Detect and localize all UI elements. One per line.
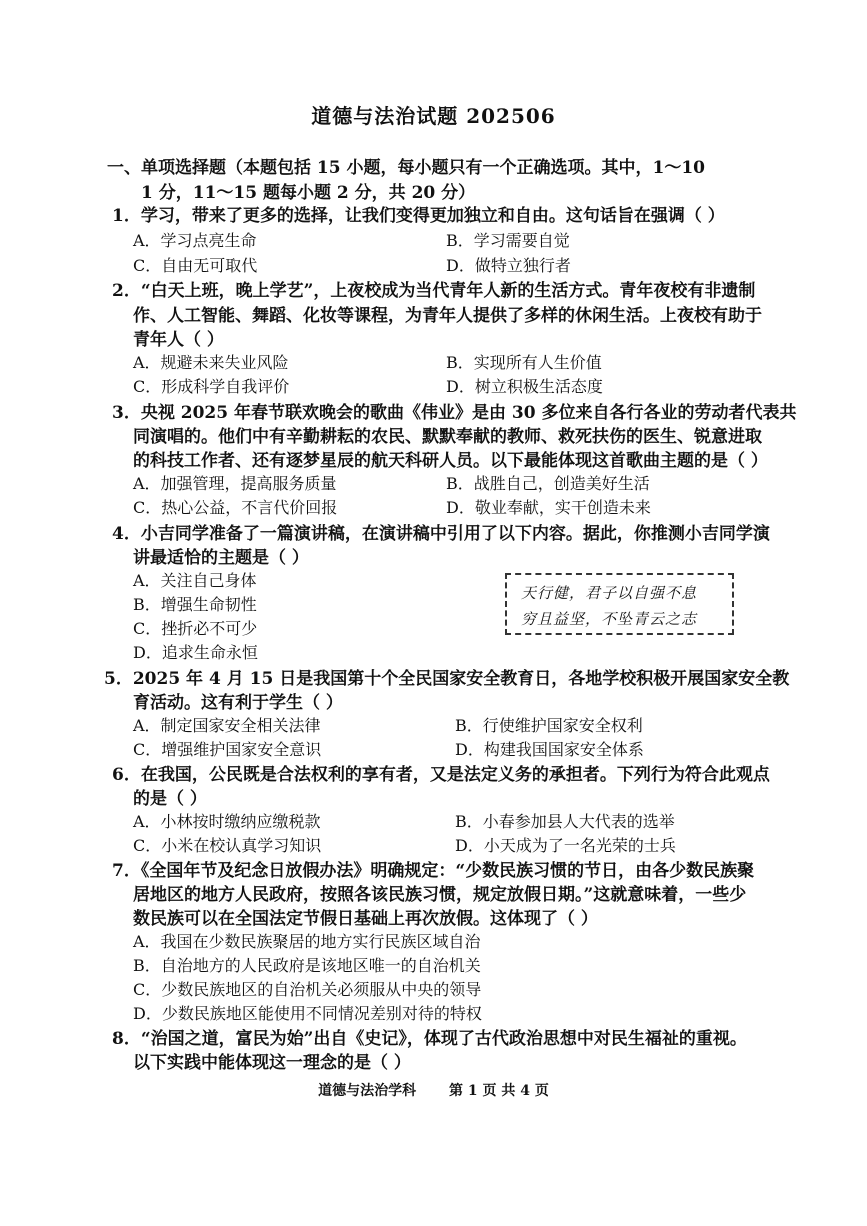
question-5-option-b: B．行使维护国家安全权利 <box>455 716 643 735</box>
question-5-option-a: A．制定国家安全相关法律 <box>133 716 321 735</box>
page-title: 道德与法治试题 202506 <box>311 104 556 128</box>
question-8-text-line1: 8．“治国之道，富民为始”出自《史记》，体现了古代政治思想中对民生福祉的重视。 <box>112 1029 747 1049</box>
question-6-option-a: A．小林按时缴纳应缴税款 <box>133 812 321 831</box>
quote-line-2: 穷且益坚，不坠青云之志 <box>521 610 698 628</box>
page-footer <box>0 1080 867 1100</box>
quote-line-1: 天行健，君子以自强不息 <box>521 584 698 602</box>
question-3-text-line2: 同演唱的。他们中有辛勤耕耘的农民、默默奉献的教师、救死扶伤的医生、锐意进取 <box>133 427 762 447</box>
question-3-option-b: B．战胜自己，创造美好生活 <box>446 474 650 493</box>
question-7-text-line1: 7．《全国年节及纪念日放假办法》明确规定：“少数民族习惯的节日，由各少数民族聚 <box>112 861 755 881</box>
question-5-option-d: D．构建我国国家安全体系 <box>455 740 644 759</box>
question-4-option-d: D．追求生命永恒 <box>133 643 258 662</box>
quote-box <box>505 573 734 635</box>
question-5-option-c: C．增强维护国家安全意识 <box>133 740 322 759</box>
question-2-option-c: C．形成科学自我评价 <box>133 377 290 396</box>
question-8-text-line2: 以下实践中能体现这一理念的是（ ） <box>133 1053 411 1073</box>
question-3-option-a: A．加强管理，提高服务质量 <box>133 474 337 493</box>
question-4-option-a: A．关注自己身体 <box>133 571 257 590</box>
question-1-option-d: D．做特立独行者 <box>446 256 571 275</box>
question-2-option-d: D．树立积极生活态度 <box>446 377 603 396</box>
question-7-option-b: B．自治地方的人民政府是该地区唯一的自治机关 <box>133 956 481 975</box>
question-2-option-b: B．实现所有人生价值 <box>446 353 602 372</box>
question-6-option-c: C．小米在校认真学习知识 <box>133 836 322 855</box>
question-5-text-line2: 育活动。这有利于学生（ ） <box>133 693 343 713</box>
footer-page-number: 第 1 页 共 4 页 <box>449 1083 549 1099</box>
question-2-text-line3: 青年人（ ） <box>133 330 224 350</box>
question-6-option-d: D．小天成为了一名光荣的士兵 <box>455 836 676 855</box>
question-6-text-line2: 的是（ ） <box>133 789 207 809</box>
question-4-text-line2: 讲最适恰的主题是（ ） <box>133 548 309 568</box>
footer-subject: 道德与法治学科 <box>318 1083 417 1099</box>
question-1-text: 1．学习，带来了更多的选择，让我们变得更加独立和自由。这句话旨在强调（ ） <box>112 206 725 226</box>
question-3-option-c: C．热心公益，不言代价回报 <box>133 498 338 517</box>
question-6-option-b: B．小春参加县人大代表的选举 <box>455 812 675 831</box>
question-7-option-d: D．少数民族地区能使用不同情况差别对待的特权 <box>133 1004 482 1023</box>
question-4-text-line1: 4．小吉同学准备了一篇演讲稿，在演讲稿中引用了以下内容。据此，你推测小吉同学演 <box>112 524 770 544</box>
question-7-text-line3: 数民族可以在全国法定节假日基础上再次放假。这体现了（ ） <box>133 909 598 929</box>
question-3-option-d: D．敬业奉献，实干创造未来 <box>446 498 651 517</box>
question-7-option-a: A．我国在少数民族聚居的地方实行民族区域自治 <box>133 932 481 951</box>
question-4-option-b: B．增强生命韧性 <box>133 595 257 614</box>
question-2-text-line2: 作、人工智能、舞蹈、化妆等课程，为青年人提供了多样的休闲生活。上夜校有助于 <box>133 306 762 326</box>
question-1-option-b: B．学习需要自觉 <box>446 231 570 250</box>
question-7-text-line2: 居地区的地方人民政府，按照各该民族习惯，规定放假日期。”这就意味着，一些少 <box>133 885 747 905</box>
question-3-text-line1: 3．央视 2025 年春节联欢晚会的歌曲《伟业》是由 30 多位来自各行各业的劳动者代表共 <box>112 403 797 423</box>
question-4-option-c: C．挫折必不可少 <box>133 619 258 638</box>
question-5-text-line1: 5．2025 年 4 月 15 日是我国第十个全民国家安全教育日，各地学校积极开展国家安全教 <box>104 669 790 689</box>
question-7-option-c: C．少数民族地区的自治机关必须服从中央的领导 <box>133 980 482 999</box>
section-heading-line2: 1 分，11～15 题每小题 2 分，共 20 分） <box>141 183 476 203</box>
question-2-option-a: A．规避未来失业风险 <box>133 353 289 372</box>
section-heading-line1: 一、单项选择题（本题包括 15 小题，每小题只有一个正确选项。其中，1～10 <box>107 158 705 178</box>
question-6-text-line1: 6．在我国，公民既是合法权利的享有者，又是法定义务的承担者。下列行为符合此观点 <box>112 765 770 785</box>
question-3-text-line3: 的科技工作者、还有逐梦星辰的航天科研人员。以下最能体现这首歌曲主题的是（ ） <box>133 451 768 471</box>
question-1-option-a: A．学习点亮生命 <box>133 231 257 250</box>
question-1-option-c: C．自由无可取代 <box>133 256 258 275</box>
question-2-text-line1: 2．“白天上班，晚上学艺”，上夜校成为当代青年人新的生活方式。青年夜校有非遗制 <box>112 281 756 301</box>
